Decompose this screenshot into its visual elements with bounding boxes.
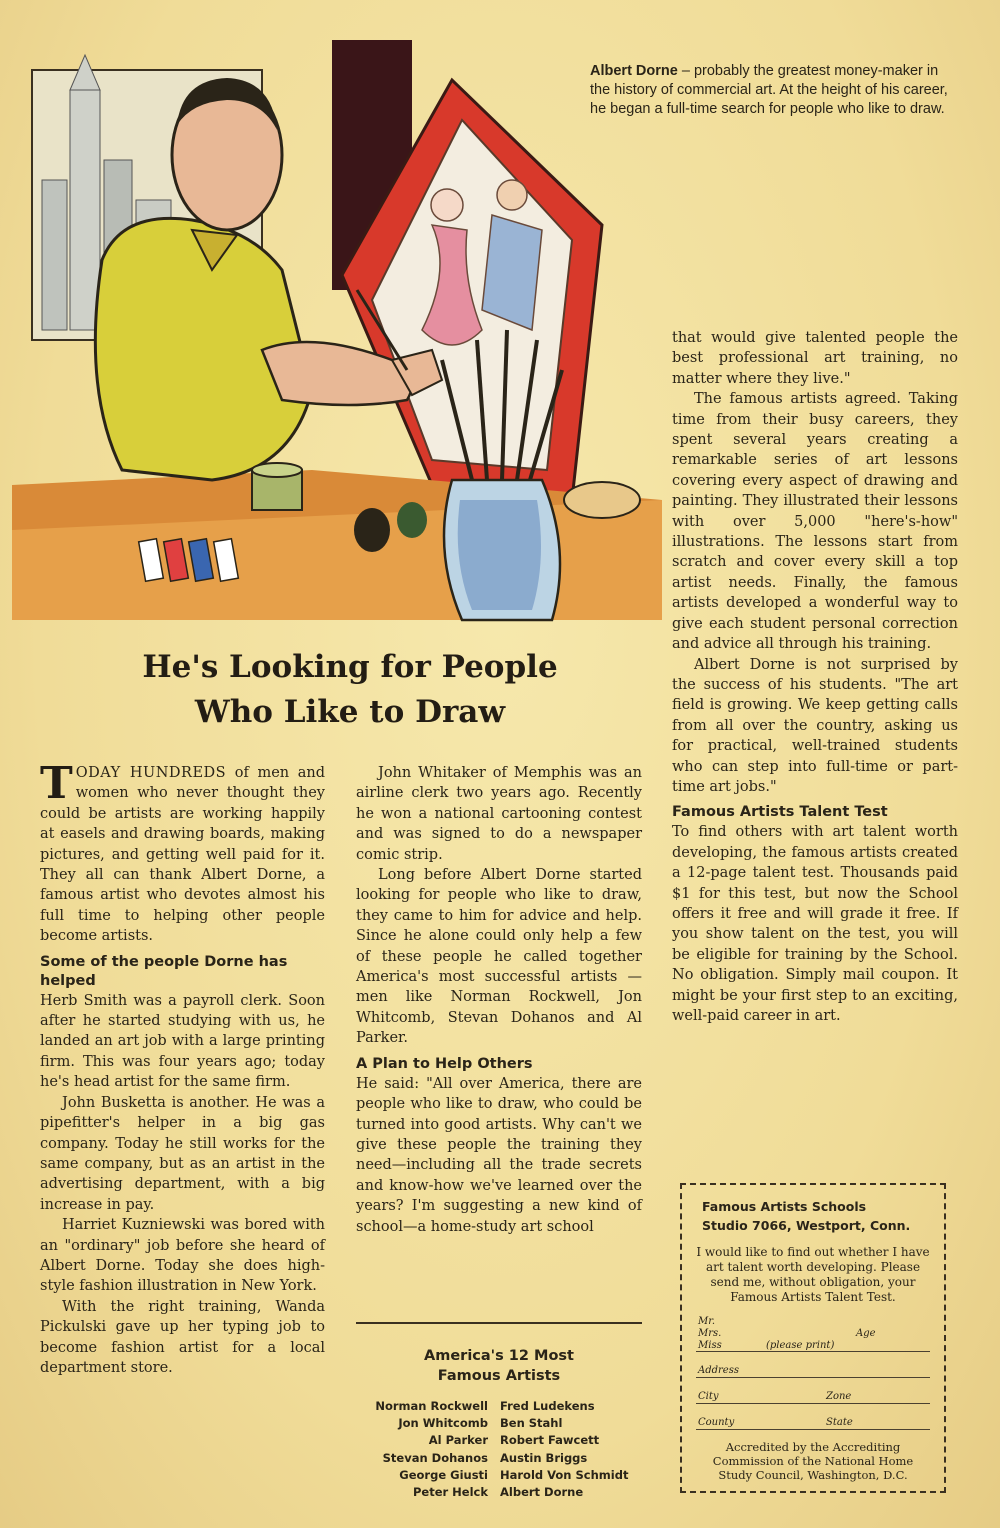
famous-artists-title xyxy=(356,1346,642,1386)
paragraph-continuation: that would give talented people the best professional art training, no matter where they live." xyxy=(672,330,958,387)
intro-text: of men and women who never thought they could be artists are working happily at easels and drawing boards, making pictures, and getting well paid for it. They all can thank Albert Dorne, a famous artist who devotes almost his full time to helping other people become artists. xyxy=(40,765,325,945)
intro-paragraph xyxy=(40,758,325,947)
accreditation-note: Accredited by the Accrediting Commission of the National Home Study Council, Washington, D.C. xyxy=(712,1440,914,1482)
zone-label: Zone xyxy=(826,1391,852,1402)
artist-name: Harold Von Schmidt xyxy=(500,1467,629,1482)
county-state-field[interactable] xyxy=(696,1411,930,1430)
drop-cap: T xyxy=(40,758,73,809)
name-field[interactable] xyxy=(696,1313,930,1352)
mail-coupon[interactable] xyxy=(680,1183,946,1493)
miss-label: Miss xyxy=(698,1340,722,1351)
address-label: Address xyxy=(698,1365,739,1376)
albert-dorne-illustration xyxy=(12,30,662,630)
mr-label: Mr. xyxy=(698,1316,716,1327)
paragraph-harriet-kuzniewski: Harriet Kuzniewski was bored with an "ordinary" job before she heard of Albert Dorne. Today she does high-style fashion illustration in New York. xyxy=(40,1217,325,1295)
artist-name: Peter Helck xyxy=(412,1485,488,1500)
coupon-school-name: Famous Artists Schools xyxy=(702,1199,867,1214)
paragraph-dorne-history: Long before Albert Dorne started looking for people who like to draw, they came to him for advice and help. Since he alone could only help a few of these people he called together America's most successful artists —men like Norman Rockwell, Jon Whitcomb, Stevan Dohanos and Al Parker. xyxy=(356,867,642,1047)
artist-name: Al Parker xyxy=(428,1433,488,1448)
paragraph-herb-smith: Herb Smith was a payroll clerk. Soon after he started studying with us, he landed an art job with a large printing firm. This was four years ago; today he's head artist for the same firm. xyxy=(40,992,325,1091)
paragraph-john-whitaker: John Whitaker of Memphis was an airline clerk two years ago. Recently he won a national cartooning contest and was signed to do a newspaper comic strip. xyxy=(356,765,642,863)
paragraph-talent-test: To find others with art talent worth developing, the famous artists created a 12-page talent test. Thousands paid $1 for this test, but now the School offers it free and will grade it free. If you show talent on the test, you will be eligible for training by the School. No obligation. Simply mail coupon. It might be your first step to an exciting, well-paid career in art. xyxy=(672,824,958,1024)
paragraph-dorne-not-surprised: Albert Dorne is not surprised by the success of his students. "The art field is growing. We keep getting calls from all over the country, asking us for practical, well-trained students who can step into full-time or part-time art jobs." xyxy=(672,656,958,795)
section-heading-people-helped: Some of the people Dorne has helped xyxy=(40,953,288,989)
paragraph-artists-agreed: The famous artists agreed. Taking time from their busy careers, they spent several years creating a remarkable series of art lessons covering every aspect of drawing and painting. They illustrated their lessons with over 5,000 "here's-how" illustrations. The lessons start from scratch and cover every skill a top artist needs. Finally, the famous artists developed a wonderful way to give each student personal correction and advice all through his training. xyxy=(672,391,958,653)
section-heading-talent-test: Famous Artists Talent Test xyxy=(672,804,888,821)
intro-lead: ODAY HUNDREDS xyxy=(75,765,227,781)
mrs-label: Mrs. xyxy=(698,1328,722,1339)
headline xyxy=(40,645,660,735)
caption-text: – probably the greatest money-maker in the history of commercial art. At the height of his career, he began a full-time search for people who like to draw. xyxy=(590,63,948,117)
address-field[interactable] xyxy=(696,1359,930,1378)
state-label: State xyxy=(826,1417,853,1428)
artist-name: Austin Briggs xyxy=(500,1450,588,1465)
coupon-request-text: I would like to find out whether I have art talent worth developing. Please send me, without obligation, your Famous Artists Talent Test. xyxy=(696,1245,930,1304)
illustration-caption xyxy=(590,62,950,119)
please-print-label: (please print) xyxy=(766,1340,835,1351)
artist-list xyxy=(356,1398,642,1501)
caption-name: Albert Dorne xyxy=(590,63,678,79)
artist-name: Albert Dorne xyxy=(500,1485,584,1500)
section-heading-plan: A Plan to Help Others xyxy=(356,1055,533,1072)
column-1 xyxy=(40,758,325,1378)
city-zone-field[interactable] xyxy=(696,1385,930,1404)
coupon-studio-address: Studio 7066, Westport, Conn. xyxy=(702,1218,911,1233)
paragraph-wanda-pickulski: With the right training, Wanda Pickulski gave up her typing job to become fashion artist for a local department store. xyxy=(40,1298,325,1376)
headline-line-1: He's Looking for People xyxy=(142,649,558,685)
artist-name: Robert Fawcett xyxy=(500,1433,600,1448)
famous-artists-box xyxy=(356,1322,642,1501)
paragraph-plan: He said: "All over America, there are people who like to draw, who could be turned into good artists. Why can't we give these people the training they need—including all the trade secrets and know-how we've learned over the years? I'm suggesting a new kind of school—a home-study art school xyxy=(356,1075,642,1235)
artist-name: Norman Rockwell xyxy=(375,1399,488,1413)
city-label: City xyxy=(698,1391,719,1402)
coupon-header xyxy=(702,1197,930,1235)
column-3 xyxy=(672,328,958,1026)
column-2 xyxy=(356,763,642,1237)
artist-name: Ben Stahl xyxy=(500,1416,563,1431)
county-label: County xyxy=(698,1417,735,1428)
famous-title-line-1: America's 12 Most xyxy=(424,1348,574,1364)
famous-title-line-2: Famous Artists xyxy=(437,1368,561,1384)
artist-name: George Giusti xyxy=(399,1467,488,1482)
artist-name: Fred Ludekens xyxy=(500,1399,595,1413)
age-label: Age xyxy=(856,1328,876,1339)
artist-name: Stevan Dohanos xyxy=(382,1450,488,1465)
paragraph-john-busketta: John Busketta is another. He was a pipefitter's helper in a big gas company. Today he still works for the same company, but as an artist in the advertising department, with a big increase in pay. xyxy=(40,1094,325,1213)
artist-name: Jon Whitcomb xyxy=(398,1416,488,1431)
headline-line-2: Who Like to Draw xyxy=(194,694,506,730)
